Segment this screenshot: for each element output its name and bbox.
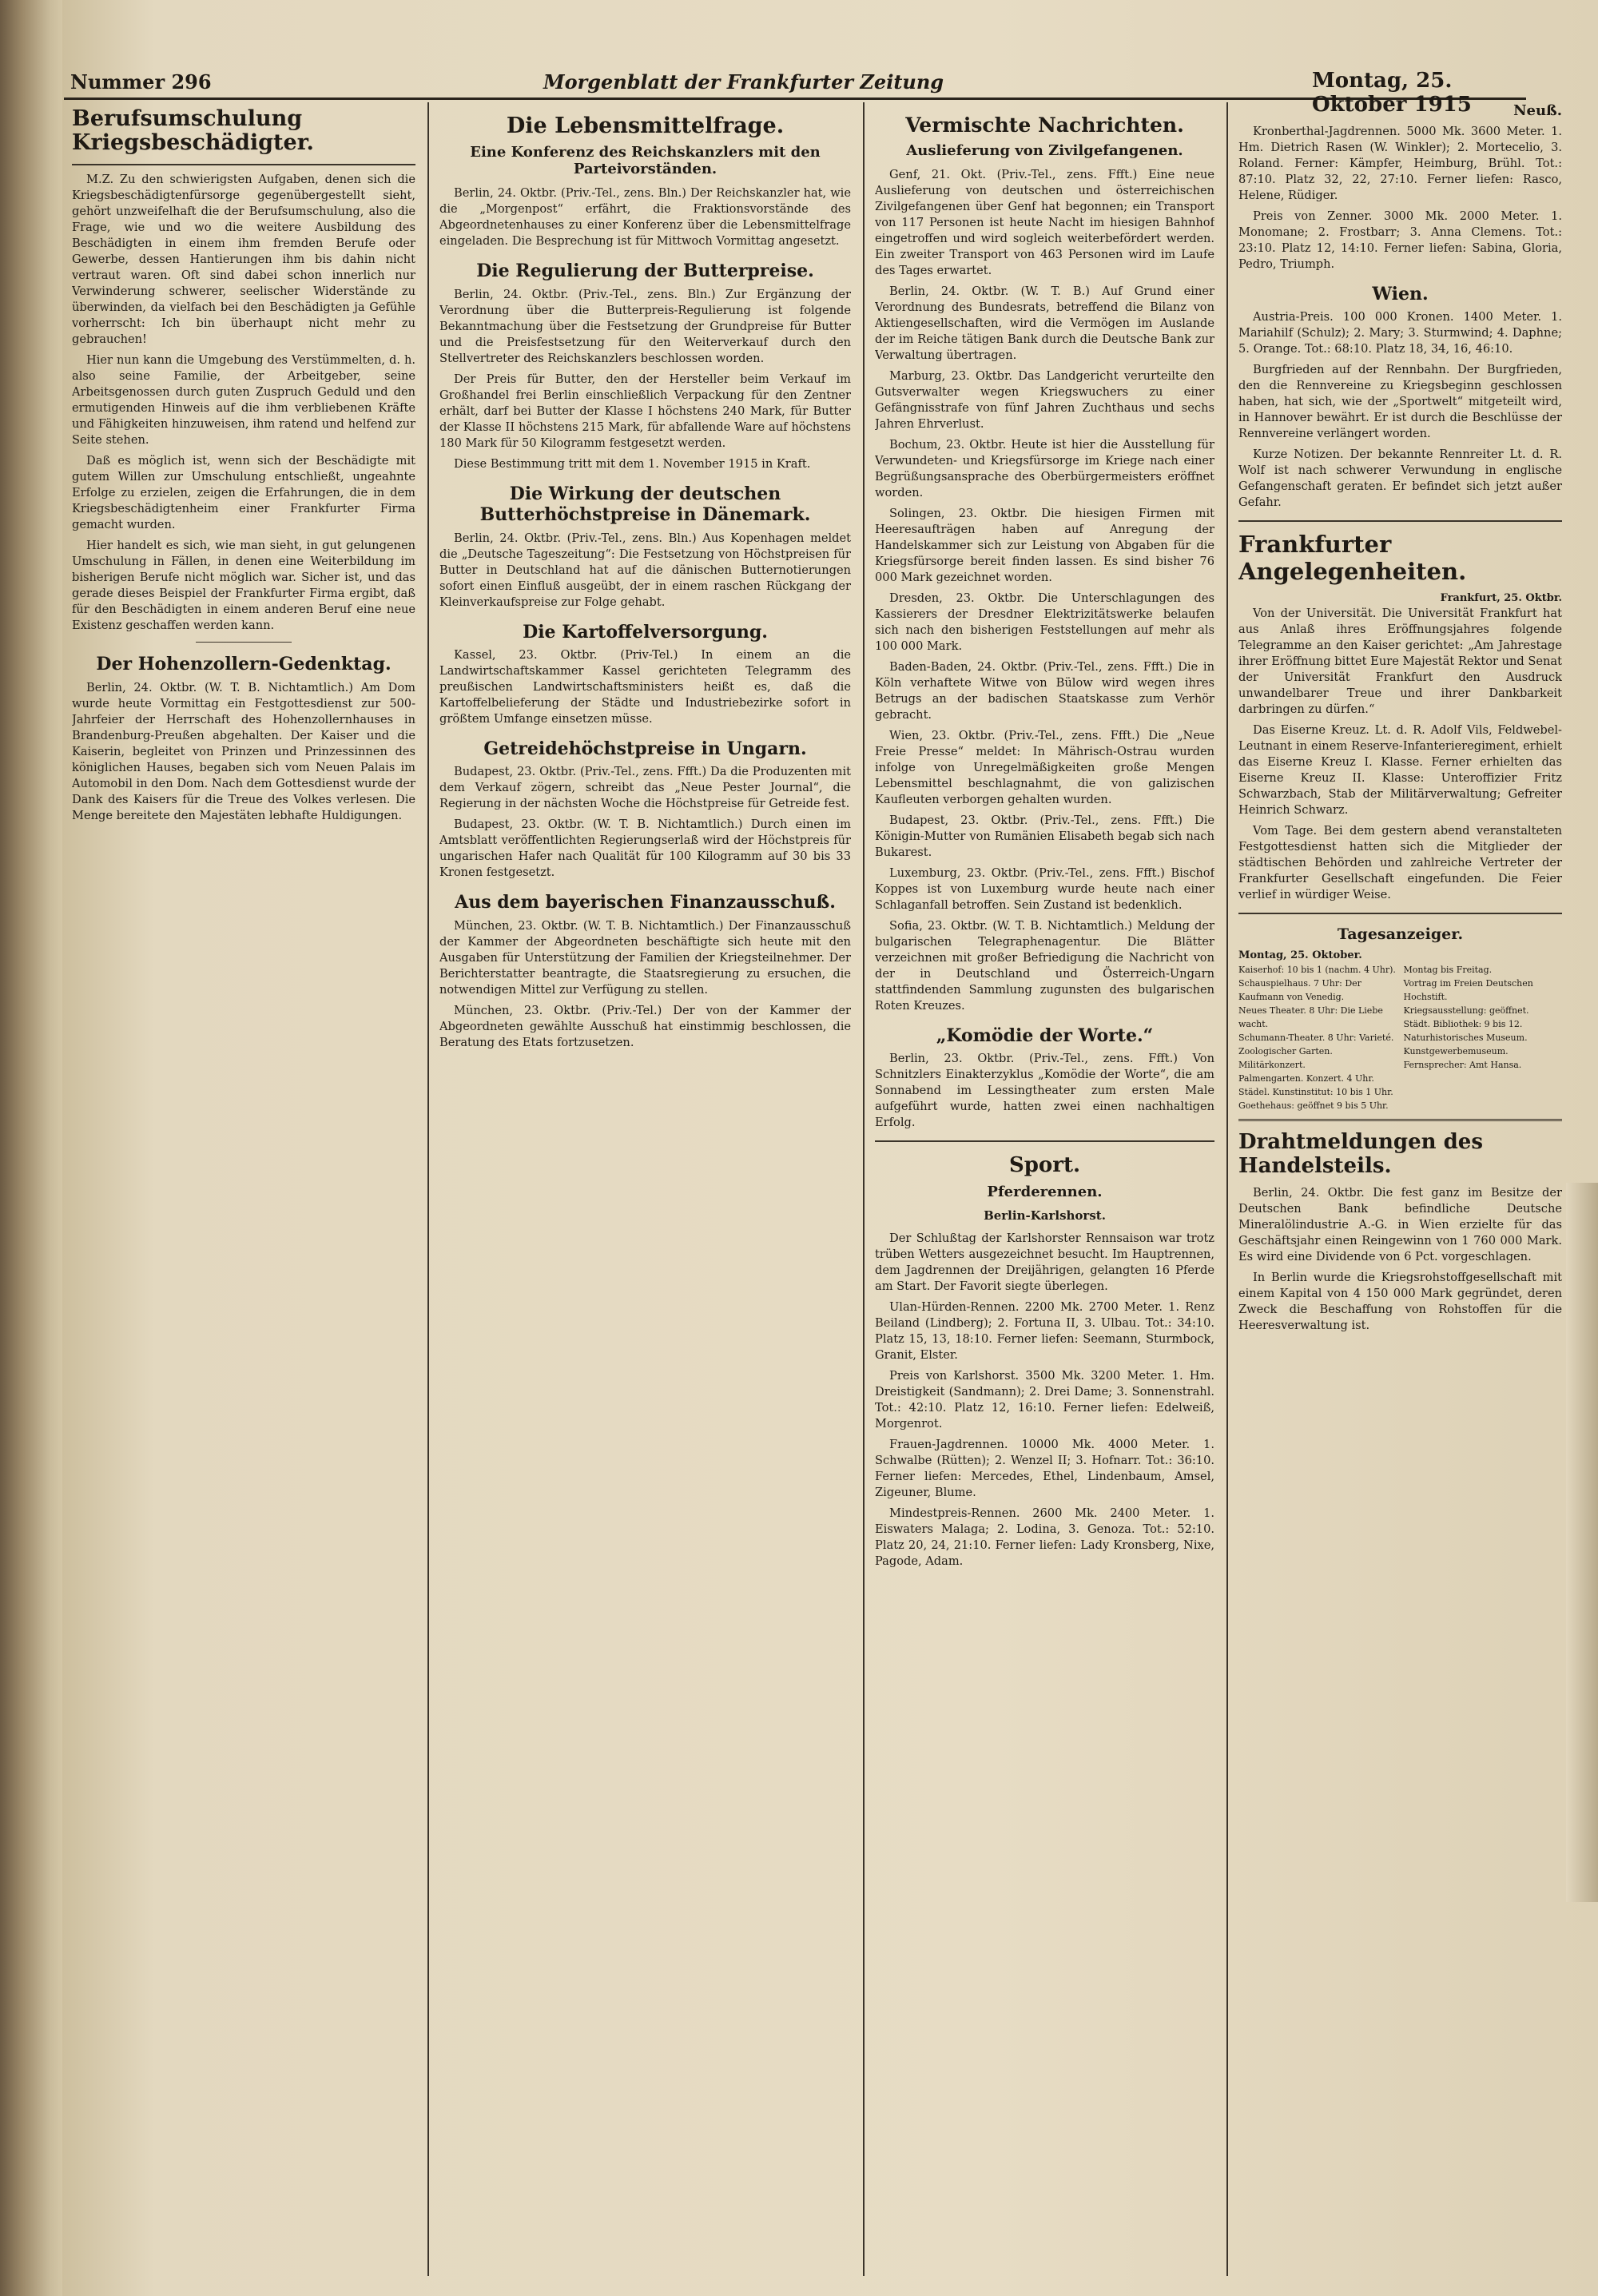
listing-item: Fernsprecher: Amt Hansa.	[1403, 1059, 1522, 1070]
article-paragraph: Kronberthal-Jagdrennen. 5000 Mk. 3600 Meter. 1. Hm. Dietrich Rasen (W. Winkler); 2. Mortecelio, 3. Roland. Ferner: Kämpfer, Heimburg, Brühl. Tot.: 87:10. Platz 32, 22, 27:10. Ferner liefen: Rasco, Helene, Rüdiger.	[1238, 125, 1562, 202]
divider	[72, 164, 415, 165]
book-spine	[0, 0, 62, 2296]
column-2	[439, 102, 851, 2276]
headline-vermischte: Vermischte Nachrichten.	[905, 113, 1184, 137]
headline-handelsteil: Drahtmeldungen des Handelsteils.	[1238, 1129, 1483, 1178]
article-paragraph: Von der Universität. Die Universität Frankfurt hat aus Anlaß ihres Eröffnungsjahres folgende Telegramme an den Kaiser gerichtet: „Am Jahrestage ihrer Eröffnung bittet Eure Majestät Rektor und Senat der Universität Frankfurt den Ausdruck unwandelbarer Treue und ihrer Dankbarkeit darbringen zu dürfen.“	[1238, 607, 1562, 717]
headline-tagesanzeiger: Tagesanzeiger.	[1337, 925, 1464, 944]
article-paragraph: Sofia, 23. Oktbr. (W. T. B. Nichtamtlich.) Meldung der bulgarischen Telegraphenagentur. Die Blätter verzeichnen mit großer Befriedigung die Nachricht von der in Deutschland und Österreich-Ungarn stattfindenden Sammlung zugunsten des bulgarischen Roten Kreuzes.	[875, 919, 1214, 1013]
column-rule	[863, 102, 865, 2276]
column-rule	[1226, 102, 1228, 2276]
article-paragraph: Berlin, 24. Oktbr. (Priv.-Tel., zens. Bln.) Zur Ergänzung der Verordnung über die Butterpreis-Regulierung ist folgende Bekanntmachung über die Festsetzung der Grundpreise für Butter und die Preisfestsetzung für den Weiterverkauf durch den Stellvertreter des Reichskanzlers beschlossen worden.	[439, 287, 851, 365]
article-paragraph: Das Eiserne Kreuz. Lt. d. R. Adolf Vils, Feldwebel-Leutnant in einem Reserve-Infanterieregiment, erhielt das Eiserne Kreuz I. Klasse. Ferner erhielten das Eiserne Kreuz II. Klasse: Unteroffizier Fritz Schwarzbach, Stab der Militärverwaltung; Gefreiter Heinrich Schwarz.	[1238, 723, 1562, 818]
article-paragraph: Diese Bestimmung tritt mit dem 1. November 1915 in Kraft.	[454, 456, 811, 471]
divider	[196, 642, 292, 643]
listing-item: Vortrag im Freien Deutschen Hochstift.	[1403, 977, 1533, 1002]
article-paragraph: Der Schlußtag der Karlshorster Rennsaison war trotz trüben Wetters ausgezeichnet besucht. Im Hauptrennen, dem Jagdrennen der Dreijährigen, gelangten 16 Pferde am Start. Der Favorit siegte überlegen.	[875, 1231, 1214, 1293]
listing-item: Schumann-Theater. 8 Uhr: Varieté.	[1238, 1032, 1394, 1043]
listing-item: Kunstgewerbemuseum.	[1403, 1045, 1509, 1056]
listing-item: Montag bis Freitag.	[1403, 964, 1493, 975]
article-paragraph: Frauen-Jagdrennen. 10000 Mk. 4000 Meter. 1. Schwalbe (Rütten); 2. Wenzel II; 3. Hofnarr. Tot.: 36:10. Ferner liefen: Mercedes, Ethel, Lindenbaum, Amsel, Zigeuner, Blume.	[875, 1437, 1214, 1499]
article-paragraph: M.Z. Zu den schwierigsten Aufgaben, denen sich die Kriegsbeschädigtenfürsorge gegenübergestellt sieht, gehört unzweifelhaft die der Berufsumschulung, also die Frage, wie und wo die weitere Ausbildung des Beschädigten in einem ihm fremden Berufe oder Gewerbe, dessen Hantierungen ihm bis dahin nicht vertraut waren. Oft sind dabei schon innerlich nur Verwinderung schwerer, seelischer Widerstände zu überwinden, da vielfach bei den Beschädigten ja Gefühle vorherrscht: Ich bin überhaupt nicht mehr zu gebrauchen!	[72, 173, 415, 347]
headline-hohenzollern: Der Hohenzollern-Gedenktag.	[96, 654, 392, 675]
article-paragraph: Hier handelt es sich, wie man sieht, in gut gelungenen Umschulung in Fällen, in denen eine Weiterbildung im bisherigen Berufe nicht möglich war. Sicher ist, und das gerade dieses Beispiel der Frankfurter Firma ergibt, daß für den Beschädigten in einem anderen Beruf eine neue Existenz geschaffen werden kann.	[72, 539, 415, 633]
headline-finanzausschuss: Aus dem bayerischen Finanzausschuß.	[455, 892, 836, 913]
article-paragraph: Berlin, 24. Oktbr. (Priv.-Tel., zens. Bln.) Aus Kopenhagen meldet die „Deutsche Tageszeitung“: Die Festsetzung von Höchstpreisen für Butter in Deutschland hat auf die dänischen Butternotierungen sofort einen Einfluß ausgeübt, der in einem raschen Rückgang der Kleinverkaufspreise zur Folge gehabt.	[439, 531, 851, 609]
article-paragraph: Der Preis für Butter, den der Hersteller beim Verkauf im Großhandel frei Berlin einschließlich Verpackung für den Zentner erhält, darf bei Butter der Klasse I höchstens 240 Mark, für Butter der Klasse II höchstens 215 Mark, für abfallende Ware auf höchstens 180 Mark für 50 Kilogramm festgesetzt werden.	[439, 372, 851, 450]
headline-butterpreise: Die Regulierung der Butterpreise.	[476, 261, 814, 282]
masthead	[64, 66, 1526, 117]
article-paragraph: In Berlin wurde die Kriegsrohstoffgesellschaft mit einem Kapital von 4 150 000 Mark gegründet, deren Zweck die Beschaffung von Rohstoffen für die Heeresverwaltung ist.	[1238, 1270, 1562, 1332]
listing-item: Schauspielhaus. 7 Uhr: Der Kaufmann von Venedig.	[1238, 977, 1361, 1002]
dateline: Frankfurt, 25. Oktbr.	[1440, 592, 1562, 605]
listing-left	[1238, 963, 1397, 1112]
page-number: Nummer 296	[70, 70, 212, 94]
divider	[875, 1140, 1214, 1142]
article-paragraph: München, 23. Oktbr. (W. T. B. Nichtamtlich.) Der Finanzausschuß der Kammer der Abgeordneten beschäftigte sich heute mit den Ausgaben für Unterstützung der Familien der Kriegsteilnehmer. Der Berichterstatter beantragte, die Staatsregierung zu ersuchen, die notwendigen Mittel zur Verfügung zu stellen.	[439, 918, 851, 997]
divider	[1238, 913, 1562, 914]
subheadline: Berlin-Karlshorst.	[984, 1208, 1106, 1223]
headline-wien: Wien.	[1372, 284, 1429, 304]
article-paragraph: Kassel, 23. Oktbr. (Priv-Tel.) In einem an die Landwirtschaftskammer Kassel gerichteten Telegramm des preußischen Landwirtschaftsministers heißt es, daß die Kartoffelbelieferung der Städte und Industriebezirke sofort in größtem Umfange einsetzen müsse.	[439, 647, 851, 726]
article-paragraph: Budapest, 23. Oktbr. (W. T. B. Nichtamtlich.) Durch einen im Amtsblatt veröffentlichten Regierungserlaß wird der Höchstpreis für ungarischen Hafer nach Qualität für 100 Kilogramm auf 30 bis 33 Kronen festgesetzt.	[439, 818, 851, 880]
article-paragraph: Berlin, 24. Oktbr. (W. T. B.) Auf Grund einer Verordnung des Bundesrats, betreffend die Bilanz von Aktiengesellschaften, wird die Vermögen im Auslande der im Reiche tätigen Bank durch die Deutsche Bank zur Verwaltung übertragen.	[875, 285, 1214, 362]
listing-item: Städt. Bibliothek: 9 bis 12.	[1403, 1018, 1523, 1029]
listing-item: Kriegsausstellung: geöffnet.	[1403, 1005, 1529, 1016]
article-paragraph: Vom Tage. Bei dem gestern abend veranstalteten Festgottesdienst hatten sich die Mitglieder der städtischen Behörden und zahlreiche Vertreter der Frankfurter Gesellschaft eingefunden. Die Feier verlief in würdiger Weise.	[1238, 824, 1562, 902]
article-paragraph: Bochum, 23. Oktbr. Heute ist hier die Ausstellung für Verwundeten- und Kriegsfürsorge im Kriege nach einer Begrüßungsansprache des Oberbürgermeisters eröffnet worden.	[875, 438, 1214, 499]
headline-daenemark: Die Wirkung der deutschen Butterhöchstpreise in Dänemark.	[479, 483, 811, 526]
article-paragraph: Ulan-Hürden-Rennen. 2200 Mk. 2700 Meter. 1. Renz Beiland (Lindberg); 2. Fortuna II, 3. Ulbau. Tot.: 34:10. Platz 15, 13, 18:10. Ferner liefen: Seemann, Sturmbock, Granit, Elster.	[875, 1299, 1214, 1362]
column-3	[875, 102, 1214, 2276]
listing-item: Neues Theater. 8 Uhr: Die Liebe wacht.	[1238, 1005, 1383, 1029]
article-paragraph: Budapest, 23. Oktbr. (Priv.-Tel., zens. Ffft.) Die Königin-Mutter von Rumänien Elisabeth begab sich nach Bukarest.	[875, 814, 1214, 859]
article-paragraph: Preis von Zenner. 3000 Mk. 2000 Meter. 1. Monomane; 2. Frostbarr; 3. Anna Clemens. Tot.: 23:10. Platz 12, 14:10. Ferner liefen: Sabina, Gloria, Pedro, Triumph.	[1238, 209, 1562, 271]
listing-item: Zoologischer Garten. Militärkonzert.	[1238, 1045, 1333, 1070]
article-paragraph: Daß es möglich ist, wenn sich der Beschädigte mit gutem Willen zur Umschulung entschließt, ungeahnte Erfolge zu erzielen, zeigen die Erfahrungen, die in dem Kriegsbeschädigtenheim einer Frankfurter Firma gemacht wurden.	[72, 454, 415, 532]
tagesanzeiger-listing	[1238, 963, 1562, 1112]
article-paragraph: Luxemburg, 23. Oktbr. (Priv.-Tel., zens. Ffft.) Bischof Koppes ist von Luxemburg wurde heute nach einer Schlaganfall betroffen. Sein Zustand ist bedenklich.	[875, 866, 1214, 912]
headline-lebensmittelfrage: Die Lebensmittelfrage.	[506, 113, 785, 138]
column-rule	[427, 102, 429, 2276]
article-paragraph: Berlin, 23. Oktbr. (Priv.-Tel., zens. Ffft.) Von Schnitzlers Einakterzyklus „Komödie der Worte“, die am Sonnabend im Lessingtheater zum ersten Male aufgeführt wurde, hatten zwei einen nachhaltigen Erfolg.	[875, 1052, 1214, 1130]
headline-berufsumschulung: Berufsumschulung Kriegsbeschädigter.	[72, 106, 314, 155]
page-edge-shadow	[1566, 1183, 1598, 1902]
headline-komoedie: „Komödie der Worte.“	[936, 1025, 1154, 1046]
article-paragraph: Berlin, 24. Oktbr. Die fest ganz im Besitze der Deutschen Bank befindliche Deutsche Mineralölindustrie A.-G. in Wien erzielte für das Geschäftsjahr einen Reingewinn von 1 760 000 Mark. Es wird eine Dividende von 6 Pct. vorgeschlagen.	[1238, 1185, 1562, 1263]
article-paragraph: Austria-Preis. 100 000 Kronen. 1400 Meter. 1. Mariahilf (Schulz); 2. Mary; 3. Sturmwind; 4. Daphne; 5. Orange. Tot.: 68:10. Platz 18, 34, 16, 46:10.	[1238, 310, 1562, 356]
article-paragraph: Kurze Notizen. Der bekannte Rennreiter Lt. d. R. Wolf ist nach schwerer Verwundung in englische Gefangenschaft geraten. Er befindet sich jetzt außer Gefahr.	[1238, 448, 1562, 510]
listing-right	[1404, 963, 1563, 1112]
subheadline: Eine Konferenz des Reichskanzlers mit den Parteivorständen.	[470, 144, 821, 178]
day-label: Montag, 25. Oktober.	[1238, 949, 1362, 961]
section-label: Neuß.	[1513, 102, 1562, 119]
article-paragraph: Marburg, 23. Oktbr. Das Landgericht verurteilte den Gutsverwalter wegen Kriegswuchers zu einer Gefängnisstrafe von fünf Jahren Zuchthaus und sechs Jahren Ehrverlust.	[875, 369, 1214, 431]
article-paragraph: Berlin, 24. Oktbr. (Priv.-Tel., zens. Bln.) Der Reichskanzler hat, wie die „Morgenpost“ erfährt, die Fraktionsvorstände des Abgeordnetenhauses zu einer Konferenz über die Lebensmittelfrage eingeladen. Die Besprechung ist für Mittwoch Vormittag angesetzt.	[439, 186, 851, 249]
divider	[1238, 1119, 1562, 1121]
column-1	[72, 102, 415, 2276]
headline-kartoffel: Die Kartoffelversorgung.	[523, 621, 768, 643]
article-paragraph: Solingen, 23. Oktbr. Die hiesigen Firmen mit Heeresaufträgen haben auf Anregung der Handelskammer sich zur Leistung von Abgaben für die Kriegsfürsorge bereit finden lassen. Es sind bisher 76 000 Mark gezeichnet worden.	[875, 507, 1214, 584]
issue-date: Montag, 25. Oktober 1915	[1312, 69, 1472, 117]
article-paragraph: Burgfrieden auf der Rennbahn. Der Burgfrieden, den die Rennvereine zu Kriegsbeginn geschlossen haben, hat sich, wie der „Sportwelt“ mitgeteilt wird, in Hannover bewährt. Er ist durch die Beschlüsse der Rennvereine verlängert worden.	[1238, 363, 1562, 441]
headline-ungarn: Getreidehöchstpreise in Ungarn.	[483, 738, 807, 759]
headline-sport: Sport.	[1008, 1153, 1081, 1178]
subheadline: Pferderennen.	[987, 1183, 1103, 1200]
listing-item: Goethehaus: geöffnet 9 bis 5 Uhr.	[1238, 1100, 1389, 1111]
article-paragraph: Baden-Baden, 24. Oktbr. (Priv.-Tel., zens. Ffft.) Die in Köln verhaftete Witwe von Bülow wird wegen ihres Betrugs an der badischen Staatskasse zum Verhör gebracht.	[875, 660, 1214, 722]
article-paragraph: Wien, 23. Oktbr. (Priv.-Tel., zens. Ffft.) Die „Neue Freie Presse“ meldet: In Mährisch-Ostrau wurden infolge von Unregelmäßigkeiten große Mengen Lebensmittel beschlagnahmt, die von galizischen Kaufleuten verborgen gehalten wurden.	[875, 729, 1214, 806]
listing-item: Palmengarten. Konzert. 4 Uhr.	[1238, 1072, 1374, 1084]
column-4	[1238, 102, 1562, 2276]
article-paragraph: Berlin, 24. Oktbr. (W. T. B. Nichtamtlich.) Am Dom wurde heute Vormittag ein Festgottesdienst zur 500-Jahrfeier der Herrschaft des Hohenzollernhauses in Brandenburg-Preußen abgehalten. Der Kaiser und die Kaiserin, begleitet von Prinzen und Prinzessinnen des königlichen Hauses, begaben sich vom Neuen Palais im Automobil in den Dom. Nach dem Gottesdienst wurde der Dank des Kaisers für die Treue des Volkes verlesen. Die Menge bereitete den Majestäten lebhafte Huldigungen.	[72, 680, 415, 822]
subheadline: Auslieferung von Zivilgefangenen.	[906, 142, 1183, 159]
article-paragraph: Budapest, 23. Oktbr. (Priv.-Tel., zens. Ffft.) Da die Produzenten mit dem Verkauf zögern, schreibt das „Neue Pester Journal“, die Regierung in der nächsten Woche die Höchstpreise für Getreide fest.	[439, 765, 851, 811]
listing-item: Städel. Kunstinstitut: 10 bis 1 Uhr.	[1238, 1086, 1393, 1097]
newspaper-title: Morgenblatt der Frankfurter Zeitung	[543, 70, 944, 94]
article-paragraph: Dresden, 23. Oktbr. Die Unterschlagungen des Kassierers der Dresdner Elektrizitätswerke belaufen sich nach den bisherigen Feststellungen auf mehr als 100 000 Mark.	[875, 591, 1214, 653]
article-paragraph: Preis von Karlshorst. 3500 Mk. 3200 Meter. 1. Hm. Dreistigkeit (Sandmann); 2. Drei Dame; 3. Sonnenstrahl. Tot.: 42:10. Platz 12, 16:10. Ferner liefen: Edelweiß, Morgenrot.	[875, 1368, 1214, 1431]
article-paragraph: Hier nun kann die Umgebung des Verstümmelten, d. h. also seine Familie, der Arbeitgeber, seine Arbeitsgenossen durch guten Zuspruch Geduld und den ermutigenden Hinweis auf die ihm verbliebenen Kräfte und Fähigkeiten hinzuweisen, ihm ratend und helfend zur Seite stehen.	[72, 353, 415, 448]
article-paragraph: München, 23. Oktbr. (Priv.-Tel.) Der von der Kammer der Abgeordneten gewählte Ausschuß hat einstimmig beschlossen, die Beratung des Etats fortzusetzen.	[439, 1003, 851, 1049]
divider	[1238, 520, 1562, 522]
listing-item: Kaiserhof: 10 bis 1 (nachm. 4 Uhr).	[1238, 964, 1396, 975]
article-paragraph: Mindestpreis-Rennen. 2600 Mk. 2400 Meter. 1. Eiswaters Malaga; 2. Lodina, 3. Genoza. Tot.: 52:10. Platz 20, 24, 21:10. Ferner liefen: Lady Kronsberg, Nixe, Pagode, Adam.	[875, 1506, 1214, 1568]
article-paragraph: Genf, 21. Okt. (Priv.-Tel., zens. Ffft.) Eine neue Auslieferung von deutschen und österreichischen Zivilgefangenen über Genf hat begonnen; ein Transport von 117 Personen ist heute Nacht im hiesigen Bahnhof eingetroffen und wird sogleich weiterbefördert werden. Ein zweiter Transport von 463 Personen wird im Laufe des Tages erwartet.	[875, 168, 1214, 277]
headline-frankfurter: Frankfurter Angelegenheiten.	[1238, 531, 1467, 585]
listing-item: Naturhistorisches Museum.	[1403, 1032, 1528, 1043]
